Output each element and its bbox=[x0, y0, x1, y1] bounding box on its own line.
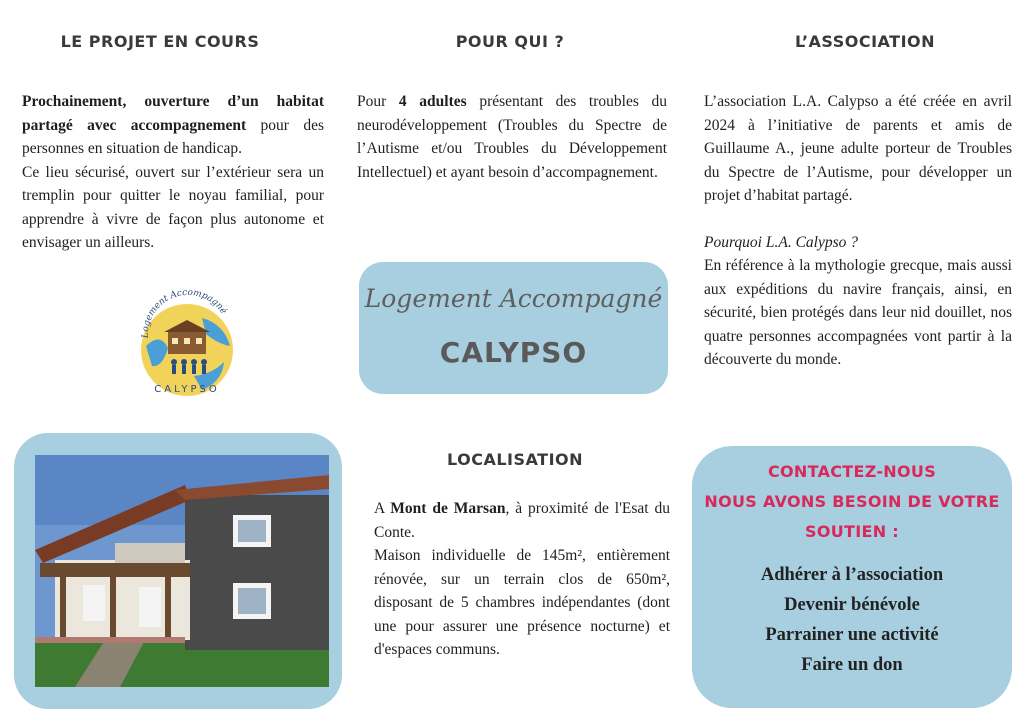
localisation-text bbox=[374, 497, 670, 662]
logo-bottom-text: CALYPSO bbox=[154, 384, 220, 395]
heading-localisation: LOCALISATION bbox=[446, 450, 584, 469]
pour-qui-bold: 4 adultes bbox=[398, 93, 467, 110]
contact-subtitle: NOUS AVONS BESOIN DE VOTRE bbox=[704, 492, 1000, 511]
house-photo bbox=[35, 455, 329, 687]
contact-title: CONTACTEZ-NOUS bbox=[767, 462, 937, 481]
heading-pour-qui: POUR QUI ? bbox=[455, 32, 565, 51]
contact-subtitle-2: SOUTIEN : bbox=[805, 522, 899, 541]
pour-qui-start: Pour bbox=[357, 93, 399, 110]
heading-association: L’ASSOCIATION bbox=[794, 32, 936, 51]
loc-rest: , à proximité de l'Esat du Conte. bbox=[374, 500, 670, 541]
loc-description: Maison individuelle de 145m², entièrement rénovée, sur un terrain clos de 650m², disposant de 5 chambres indépendantes (dont une pour assurer une présence nocturne) et d'espaces communs. bbox=[374, 547, 670, 658]
banner-script-title: Logement Accompagné bbox=[364, 284, 663, 313]
action-adherer[interactable]: Adhérer à l’association bbox=[760, 565, 944, 585]
logo-arc-text: Logement Accompagné bbox=[140, 288, 229, 339]
projet-text bbox=[22, 90, 324, 255]
action-benevole[interactable]: Devenir bénévole bbox=[784, 595, 920, 615]
pour-qui-rest: présentant des troubles du neurodéveloppement (Troubles du Spectre de l’Autisme et/ou Troubles du Développement Intellectuel) et ayant besoin d’accompagnement. bbox=[357, 93, 668, 181]
association-question: Pourquoi L.A. Calypso ? bbox=[704, 233, 859, 251]
projet-bold: Prochainement, ouverture d’un habitat partagé avec accompagnement bbox=[22, 93, 324, 134]
action-don[interactable]: Faire un don bbox=[801, 655, 903, 675]
association-text bbox=[704, 90, 1012, 372]
pour-qui-text bbox=[357, 90, 667, 184]
calypso-logo bbox=[132, 288, 242, 406]
loc-city: Mont de Marsan bbox=[390, 500, 506, 517]
heading-projet: LE PROJET EN COURS bbox=[60, 32, 260, 51]
action-parrainer[interactable]: Parrainer une activité bbox=[765, 625, 939, 645]
association-paragraph-2: En référence à la mythologie grecque, mais aussi aux expéditions du navire français, ainsi, en sécurité, bien protégés dans leur nid douillet, nos quatre personnes accompagnées vont partir à la découverte du monde. bbox=[704, 257, 1012, 368]
loc-start: A bbox=[374, 500, 391, 517]
calypso-banner bbox=[359, 262, 668, 394]
banner-name: CALYPSO bbox=[439, 336, 588, 369]
projet-rest: pour des personnes en situation de handicap. bbox=[22, 116, 324, 157]
association-paragraph-1: L’association L.A. Calypso a été créée en avril 2024 à l’initiative de parents et amis de Guillaume A., jeune adulte porteur de Troubles du Spectre de l’Autisme, pour développer un projet d’habitat partagé. bbox=[704, 93, 1012, 204]
projet-paragraph-2: Ce lieu sécurisé, ouvert sur l’extérieur sera un tremplin pour quitter le noyau familial, pour apprendre à vivre de façon plus autonome et envisager un ailleurs. bbox=[22, 163, 324, 251]
contact-box bbox=[692, 446, 1012, 708]
